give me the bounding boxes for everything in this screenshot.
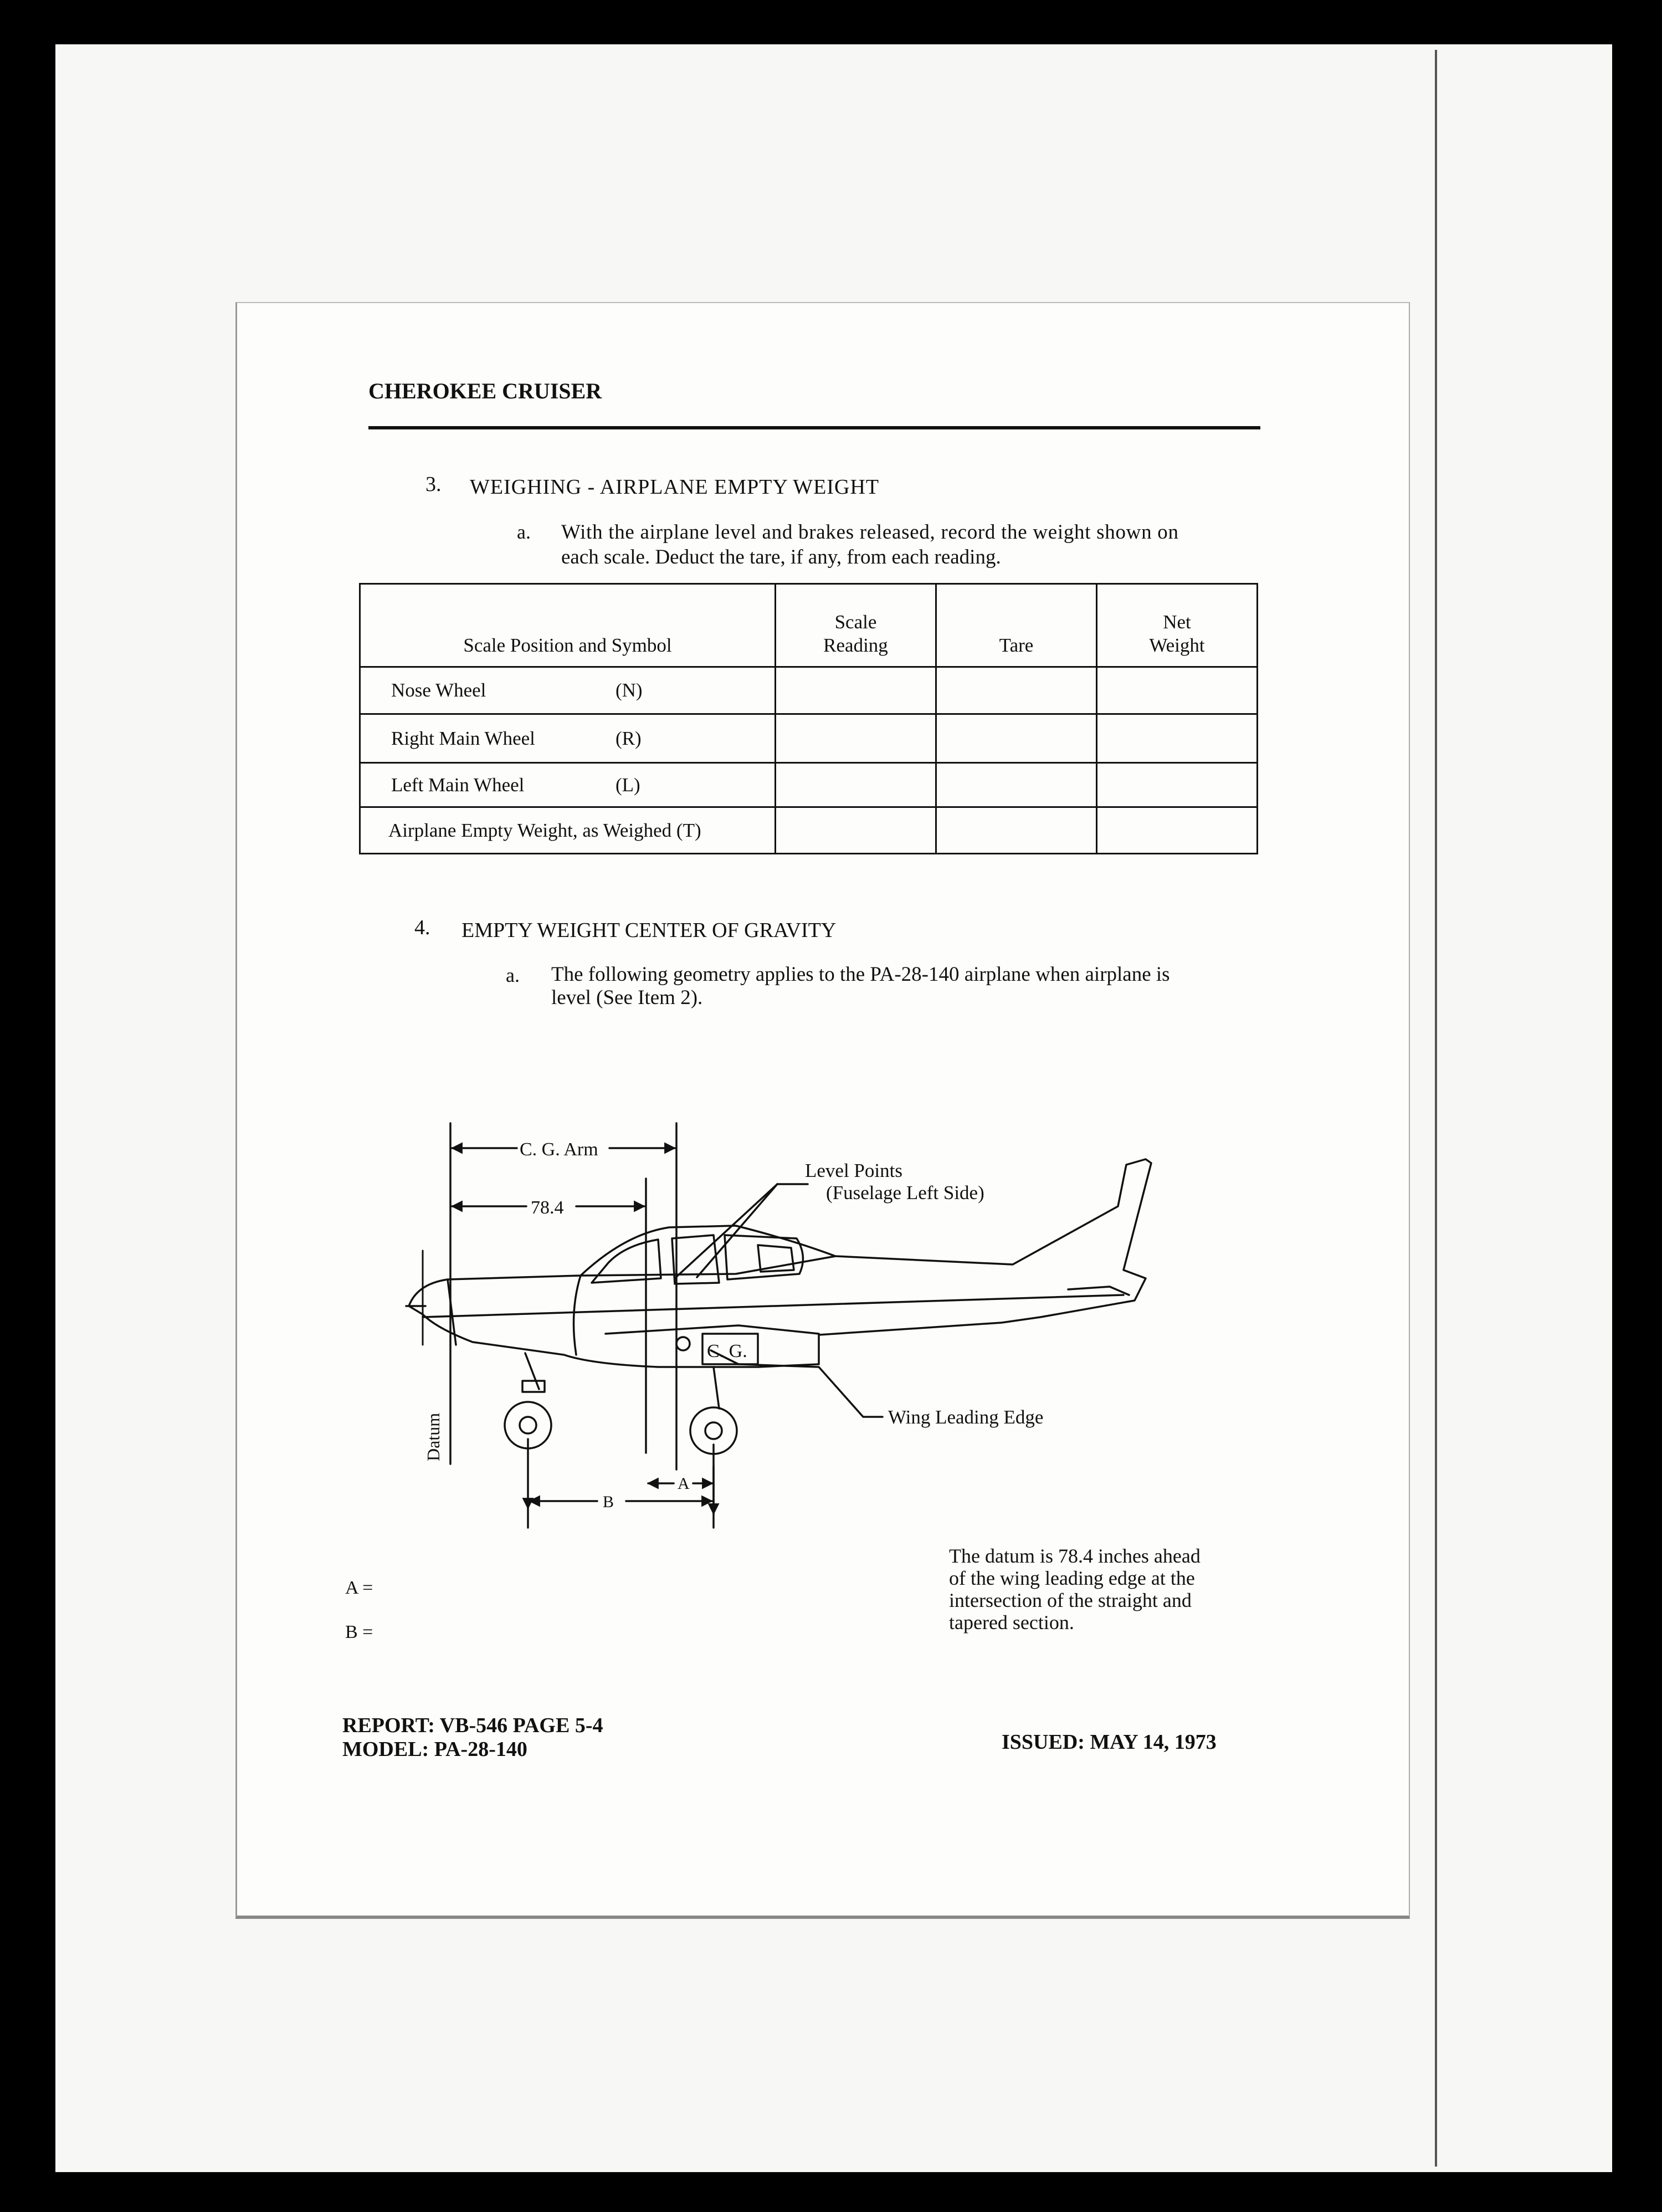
row-left-main-label: Left Main Wheel (L)	[360, 763, 776, 807]
running-head: CHEROKEE CRUISER	[368, 378, 602, 403]
datum-note-line-3: intersection of the straight and	[949, 1589, 1192, 1611]
footer-model: MODEL: PA-28-140	[342, 1738, 527, 1761]
cg-diagram	[237, 303, 1409, 1916]
level-points-sub-label: (Fuselage Left Side)	[826, 1182, 984, 1204]
section-4-para-line-1: The following geometry applies to the PA-28-140 airplane when airplane is	[551, 963, 1170, 986]
footer-report: REPORT: VB-546 PAGE 5-4	[342, 1714, 603, 1737]
a-equation: A =	[345, 1578, 373, 1598]
section-4-number: 4.	[414, 916, 430, 939]
dim-78-label: 78.4	[531, 1197, 564, 1218]
section-3-number: 3.	[425, 473, 442, 496]
b-equation: B =	[345, 1622, 373, 1642]
header-position: Scale Position and Symbol	[360, 584, 776, 667]
header-scale-reading: Scale Reading	[776, 584, 936, 667]
section-3-para-line-2: each scale. Deduct the tare, if any, from each reading.	[561, 546, 1001, 569]
wing-leading-edge-label: Wing Leading Edge	[888, 1406, 1044, 1428]
datum-note-line-1: The datum is 78.4 inches ahead	[949, 1545, 1201, 1567]
row-right-main-label: Right Main Wheel (R)	[360, 714, 776, 763]
section-4-title: EMPTY WEIGHT CENTER OF GRAVITY	[461, 919, 837, 942]
section-4-para-label: a.	[506, 964, 520, 986]
row-nose-wheel-label: Nose Wheel (N)	[360, 667, 776, 714]
datum-note-line-2: of the wing leading edge at the	[949, 1567, 1195, 1589]
datum-label: Datum	[423, 1412, 443, 1461]
section-3-para-line-1: With the airplane level and brakes released, record the weight shown on	[561, 521, 1179, 544]
cg-arm-label: C. G. Arm	[520, 1139, 598, 1160]
row-total-label: Airplane Empty Weight, as Weighed (T)	[360, 807, 776, 854]
manual-page	[235, 302, 1410, 1919]
fuselage-outline	[409, 1159, 1151, 1367]
dim-b-label: B	[603, 1493, 614, 1511]
dim-a-label: A	[678, 1474, 690, 1493]
sheet-fold-edge	[1435, 50, 1437, 2167]
level-points-label: Level Points	[805, 1160, 902, 1181]
section-4-para-line-2: level (See Item 2).	[551, 986, 703, 1009]
section-3-para-label: a.	[517, 521, 531, 543]
footer-issued: ISSUED: MAY 14, 1973	[1002, 1730, 1217, 1754]
header-net-weight: Net Weight	[1097, 584, 1258, 667]
header-tare: Tare	[936, 584, 1097, 667]
datum-note-line-4: tapered section.	[949, 1611, 1074, 1634]
section-3-title: WEIGHING - AIRPLANE EMPTY WEIGHT	[470, 475, 880, 499]
cg-label: C. G.	[707, 1341, 747, 1361]
